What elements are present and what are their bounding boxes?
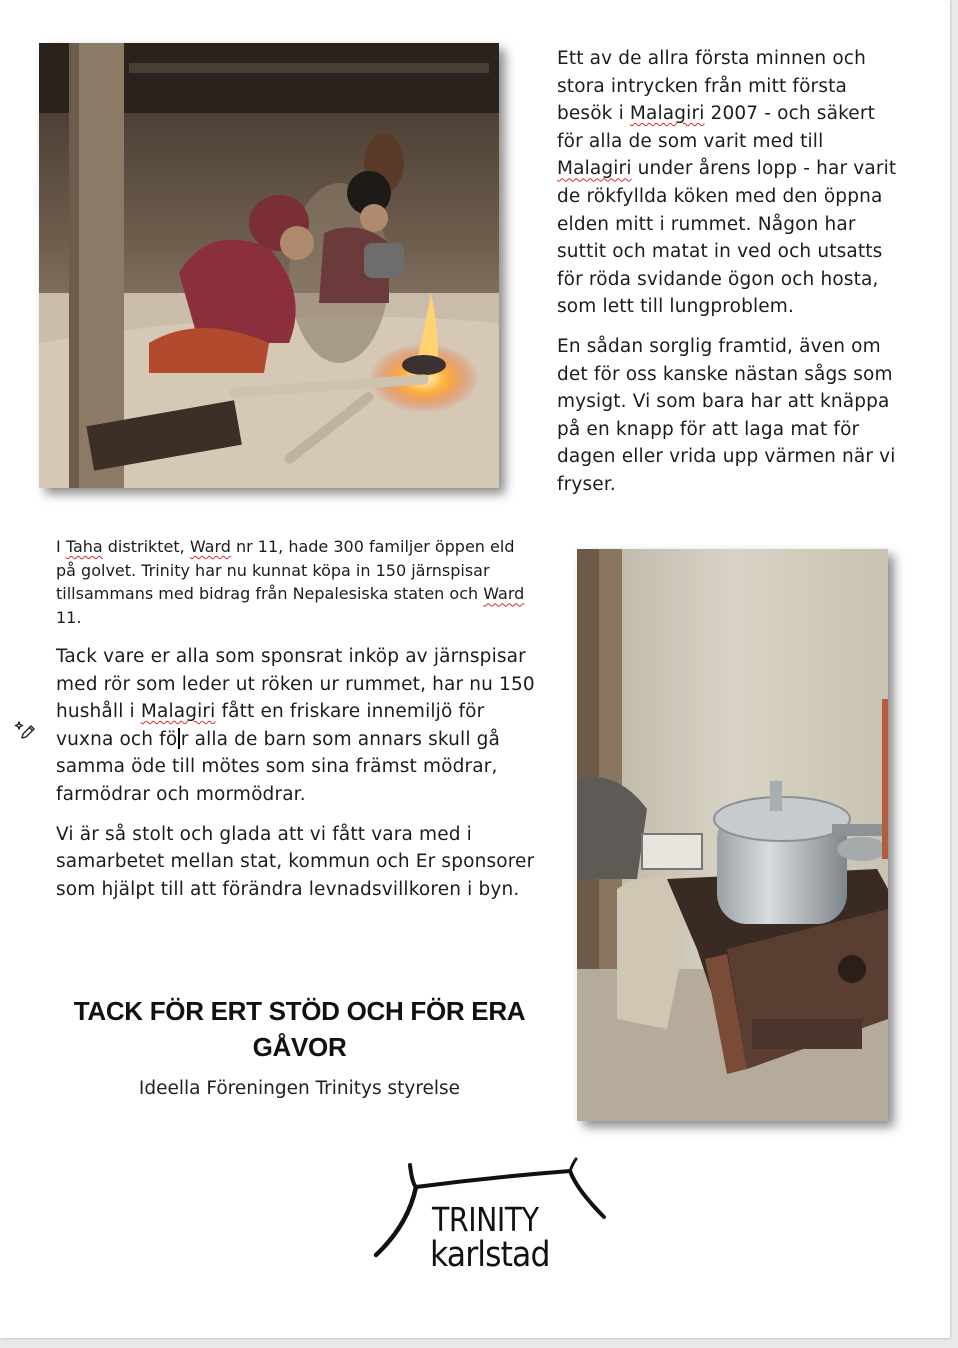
text-run: distriktet, (102, 537, 190, 556)
text-cursor (178, 728, 180, 749)
spellcheck-word[interactable]: Malagiri (629, 103, 705, 125)
iron-stove-photo (577, 549, 888, 1121)
spellcheck-word[interactable]: Taha (65, 537, 103, 556)
text-run: 2007 - och säkert för alla de som varit med till (557, 103, 875, 152)
sparkle-pen-icon[interactable] (14, 718, 38, 742)
text-run: Ett av de allra första minnen och stora intrycken från mitt första besök i (557, 48, 866, 125)
text-run: I (56, 537, 66, 556)
logo-wordmark-bottom: karlstad (430, 1235, 550, 1275)
text-run: Tack vare er alla som sponsrat inköp av järnspisar med rör som leder ut röken ur rummet, har nu 150 hushåll i (56, 646, 535, 723)
logo-wordmark-top: TRINITY (432, 1200, 539, 1239)
future-paragraph: En sådan sorglig framtid, även om det för oss kanske nästan sågs som mysigt. Vi som bara har att knäppa på en knapp för att laga mat för dagen eller vrida upp värmen när vi fryser. (557, 335, 896, 495)
spellcheck-word[interactable]: Ward (189, 537, 231, 556)
spellcheck-word[interactable]: Malagiri (140, 701, 216, 723)
right-text-column (557, 45, 897, 499)
text-run: r alla de barn som annars skull gå samma öde till mötes som sina främst mödrar, farmödrar och mormödrar. (56, 728, 501, 805)
intro-paragraph (557, 45, 897, 321)
trinity-karlstad-logo (372, 1155, 612, 1285)
spellcheck-word[interactable]: Ward (483, 584, 525, 604)
open-fire-kitchen-photo (39, 43, 499, 488)
thanks-paragraph (56, 643, 546, 809)
thanks-heading: TACK FÖR ERT STÖD OCH FÖR ERA GÅVOR (73, 996, 526, 1062)
board-signature: Ideella Föreningen Trinitys styrelse (138, 1078, 461, 1099)
district-paragraph (56, 535, 536, 630)
text-run: under årens lopp - har varit de rökfyllda köken med den öppna elden mitt i rummet. Någon har suttit och matat in ved och utsatts för röda svidande ögon och hosta, som lett till lungproblem. (557, 158, 897, 318)
text-run: nr 11, hade 300 familjer öppen eld på golvet. Trinity har nu kunnat köpa in 150 järnspisar tillsammans med bidrag från Nepalesiska staten och (56, 537, 515, 604)
text-run: fått en friskare innemiljö för vuxna och fö (56, 701, 485, 750)
left-text-column (56, 643, 546, 903)
text-run: 11. (56, 608, 82, 628)
proud-paragraph: Vi är så stolt och glada att vi fått vara med i samarbetet mellan stat, kommun och Er sponsorer som hjälpt till att förändra levnadsvillkoren i byn. (56, 823, 535, 900)
spellcheck-word[interactable]: Malagiri (557, 158, 632, 180)
